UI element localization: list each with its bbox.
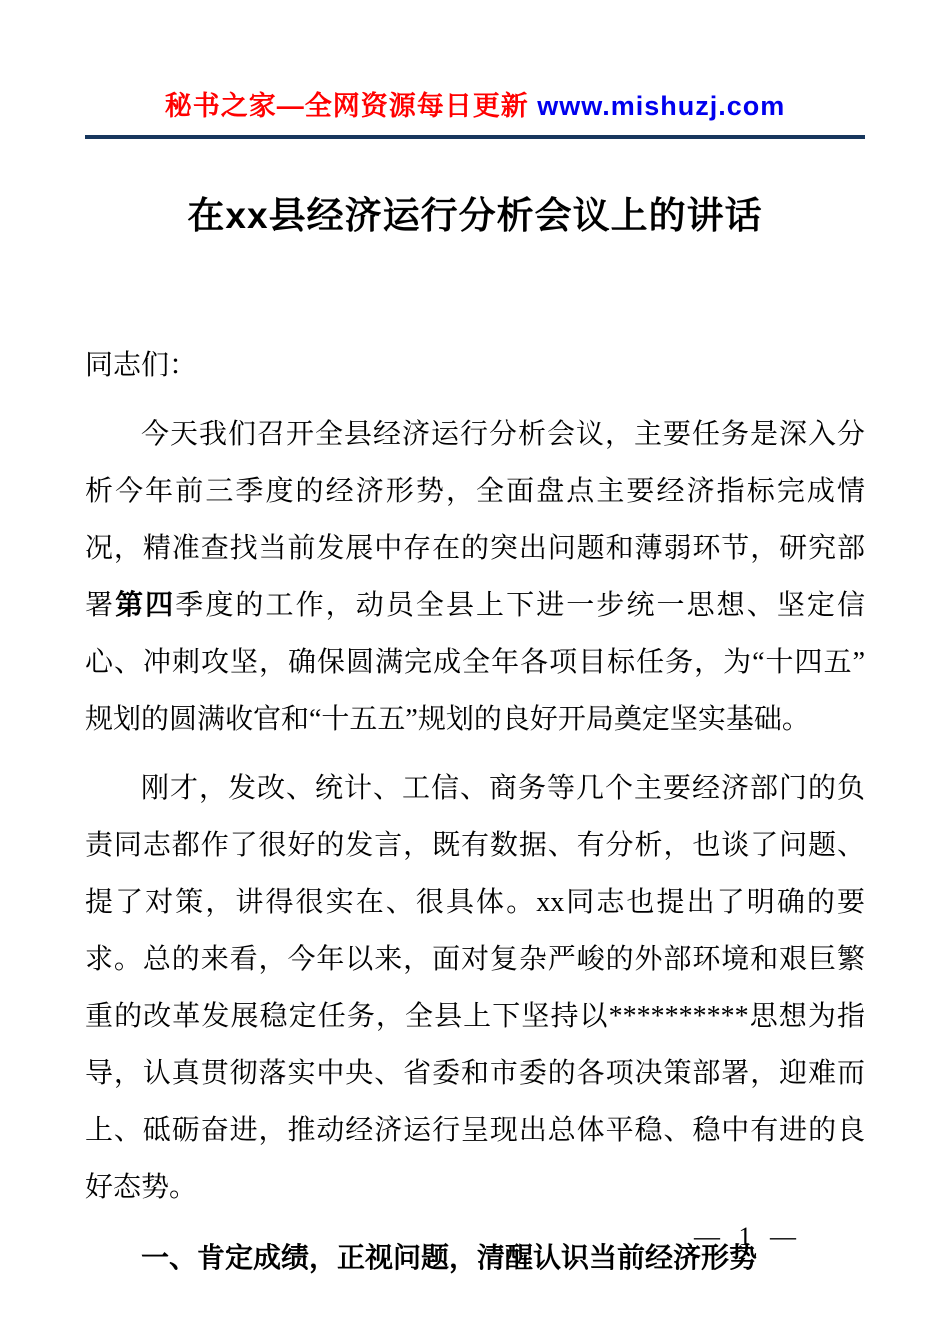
site-name: 秘书之家: [164, 91, 277, 121]
page-number: — 1 —: [694, 1222, 802, 1251]
header-divider-rule: [85, 135, 865, 139]
section-heading-1: 一、肯定成绩，正视问题，清醒认识当前经济形势: [141, 1242, 758, 1273]
site-url: www.mishuzj.com: [537, 91, 786, 121]
paragraph-1-seg1: 今天我们召开全县经济运行分析会议，主要任务是深入分析今年前三季度的经济形势，全面盘点主要经济指标完成情况，精准查找当前发展中存在的突出问题和薄弱环节，研究部署: [85, 419, 865, 621]
site-header: [85, 84, 865, 123]
paragraph-2: 刚才，发改、统计、工信、商务等几个主要经济部门的负责同志都作了很好的发言，既有数据、有分析，也谈了问题、提了对策，讲得很实在、很具体。xx同志也提出了明确的要求。总的来看，今年以来，面对复杂严峻的外部环境和艰巨繁重的改革发展稳定任务，全县上下坚持以**********思想为指导，认真贯彻落实中央、省委和市委的各项决策部署，迎难而上、砥砺奋进，推动经济运行呈现出总体平稳、稳中有进的良好态势。: [85, 773, 865, 1203]
salutation: 同志们：: [85, 350, 198, 381]
site-tagline: —全网资源每日更新: [276, 91, 538, 121]
paragraph-1: [85, 406, 865, 748]
paragraph-1-bold-term: 第四: [115, 590, 176, 621]
document-body: [85, 337, 865, 1286]
paragraph-1-seg3: 季度的工作，动员全县上下进一步统一思想、坚定信心、冲刺攻坚，确保圆满完成全年各项目标任务，为“十四五”规划的圆满收官和“十五五”规划的良好开局奠定坚实基础。: [85, 590, 865, 735]
document-title: 在xx县经济运行分析会议上的讲话: [187, 195, 763, 236]
